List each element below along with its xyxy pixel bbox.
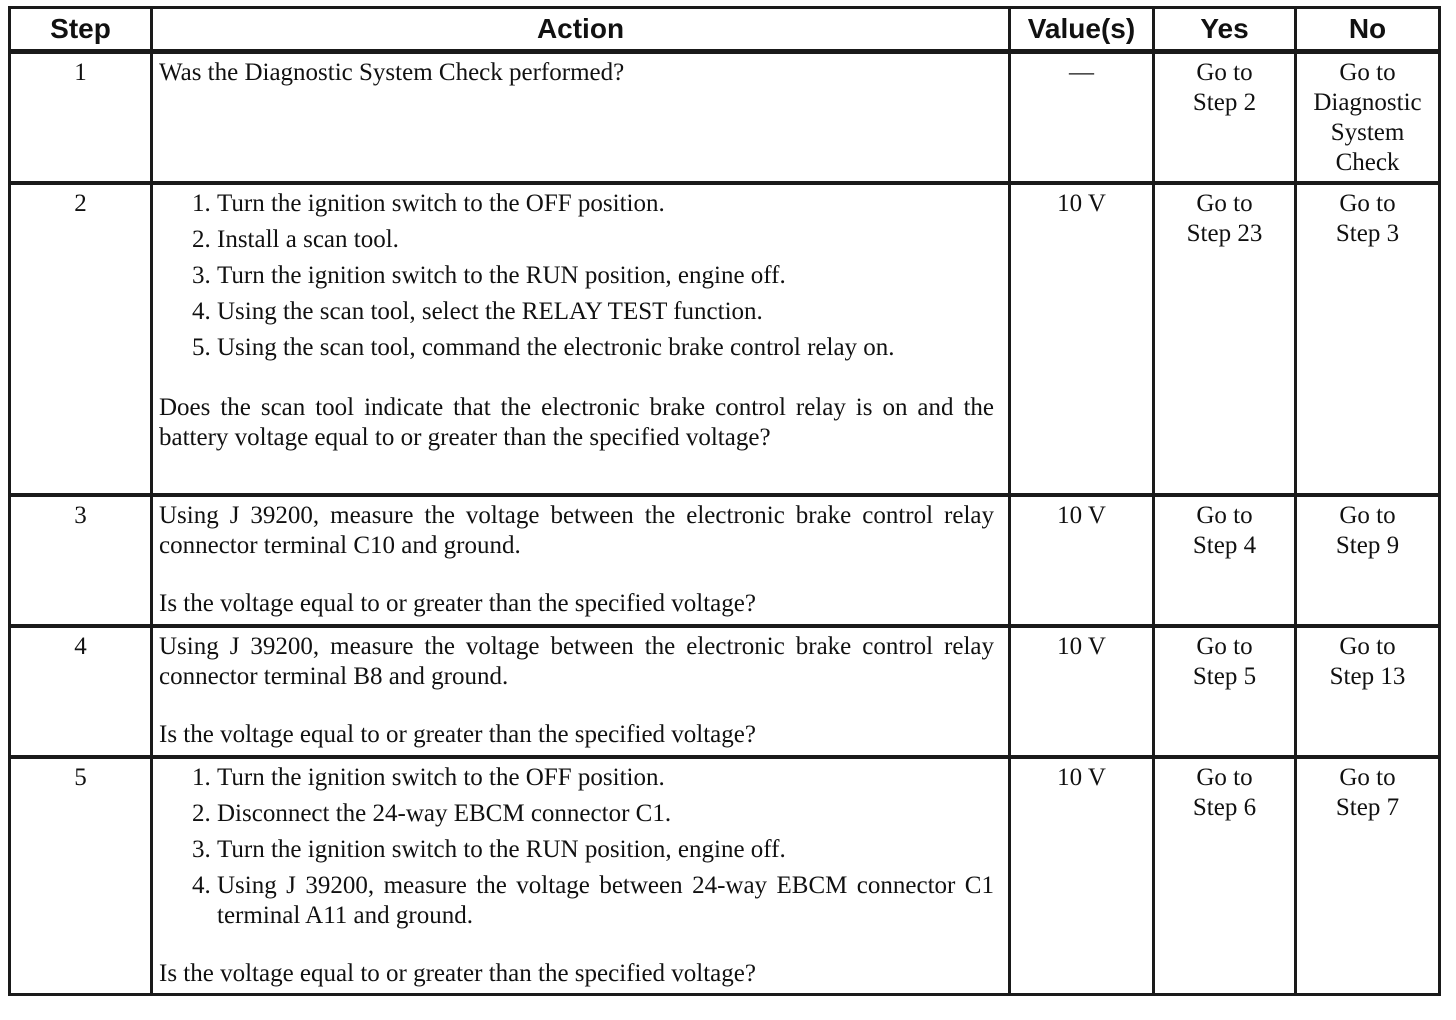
yes-line: Step 4 (1192, 531, 1257, 559)
diagnostic-table (8, 6, 1441, 996)
action-cell (152, 757, 1010, 995)
action-question: Is the voltage equal to or greater than the specified voltage? (159, 959, 756, 987)
action-cell (152, 52, 1010, 183)
action-step: 2. Disconnect the 24-way EBCM connector C1. (217, 799, 994, 829)
value-cell: 10 V (1010, 757, 1154, 995)
action-step: 4. Using the scan tool, select the RELAY TEST function. (217, 297, 994, 327)
value-cell: 10 V (1010, 183, 1154, 495)
yes-line: Step 23 (1186, 219, 1263, 247)
table-row (10, 52, 1440, 183)
no-line: Go to (1339, 189, 1396, 217)
value-cell: — (1010, 52, 1154, 183)
yes-cell (1154, 757, 1296, 995)
table-row (10, 495, 1440, 626)
yes-line: Go to (1196, 189, 1253, 217)
no-line: Step 3 (1335, 219, 1400, 247)
no-cell (1296, 52, 1440, 183)
yes-cell (1154, 495, 1296, 626)
header-step: Step (10, 8, 152, 52)
yes-line: Go to (1196, 59, 1253, 86)
header-yes: Yes (1154, 8, 1296, 52)
action-instruction: Using J 39200, measure the voltage between the electronic brake control relay connector terminal C10 and ground. (159, 501, 994, 559)
yes-line: Go to (1196, 632, 1253, 660)
no-cell (1296, 626, 1440, 757)
no-line: Go to (1339, 59, 1396, 86)
action-step: 1. Turn the ignition switch to the OFF position. (217, 763, 994, 793)
no-line: Step 9 (1335, 531, 1400, 559)
action-question: Does the scan tool indicate that the electronic brake control relay is on and the battery voltage equal to or greater than the specified voltage? (159, 393, 994, 451)
step-number: 5 (10, 757, 152, 995)
yes-line: Step 6 (1192, 793, 1257, 821)
step-number: 2 (10, 183, 152, 495)
action-step: 2. Install a scan tool. (217, 225, 994, 255)
action-step: 1. Turn the ignition switch to the OFF position. (217, 189, 994, 219)
action-steps-list (159, 189, 994, 363)
no-cell (1296, 495, 1440, 626)
value-cell: 10 V (1010, 495, 1154, 626)
no-line: System (1330, 119, 1405, 146)
yes-cell (1154, 183, 1296, 495)
yes-line: Go to (1196, 501, 1253, 529)
action-instruction: Using J 39200, measure the voltage between the electronic brake control relay connector terminal B8 and ground. (159, 632, 994, 690)
no-line: Check (1335, 149, 1400, 176)
yes-line: Step 5 (1192, 662, 1257, 690)
table-header-row (10, 8, 1440, 52)
step-number: 3 (10, 495, 152, 626)
action-question: Was the Diagnostic System Check performed? (159, 59, 625, 86)
action-question: Is the voltage equal to or greater than the specified voltage? (159, 720, 756, 748)
header-no: No (1296, 8, 1440, 52)
action-cell (152, 183, 1010, 495)
action-cell (152, 626, 1010, 757)
action-step: 5. Using the scan tool, command the electronic brake control relay on. (217, 333, 994, 363)
table-row (10, 183, 1440, 495)
action-cell (152, 495, 1010, 626)
no-line: Step 13 (1329, 662, 1406, 690)
action-step: 4. Using J 39200, measure the voltage between 24-way EBCM connector C1 terminal A11 and ground. (217, 871, 994, 931)
action-steps-list (159, 763, 994, 931)
action-step: 3. Turn the ignition switch to the RUN position, engine off. (217, 261, 994, 291)
value-cell: 10 V (1010, 626, 1154, 757)
no-line: Go to (1339, 501, 1396, 529)
yes-cell (1154, 626, 1296, 757)
step-number: 4 (10, 626, 152, 757)
table-row (10, 757, 1440, 995)
no-line: Step 7 (1335, 793, 1400, 821)
action-step: 3. Turn the ignition switch to the RUN position, engine off. (217, 835, 994, 865)
no-cell (1296, 757, 1440, 995)
step-number: 1 (10, 52, 152, 183)
header-values: Value(s) (1010, 8, 1154, 52)
yes-line: Go to (1196, 763, 1253, 791)
no-cell (1296, 183, 1440, 495)
yes-line: Step 2 (1192, 89, 1257, 116)
no-line: Diagnostic (1313, 89, 1422, 116)
table-row (10, 626, 1440, 757)
no-line: Go to (1339, 632, 1396, 660)
header-action: Action (152, 8, 1010, 52)
no-line: Go to (1339, 763, 1396, 791)
yes-cell (1154, 52, 1296, 183)
action-question: Is the voltage equal to or greater than the specified voltage? (159, 589, 756, 617)
